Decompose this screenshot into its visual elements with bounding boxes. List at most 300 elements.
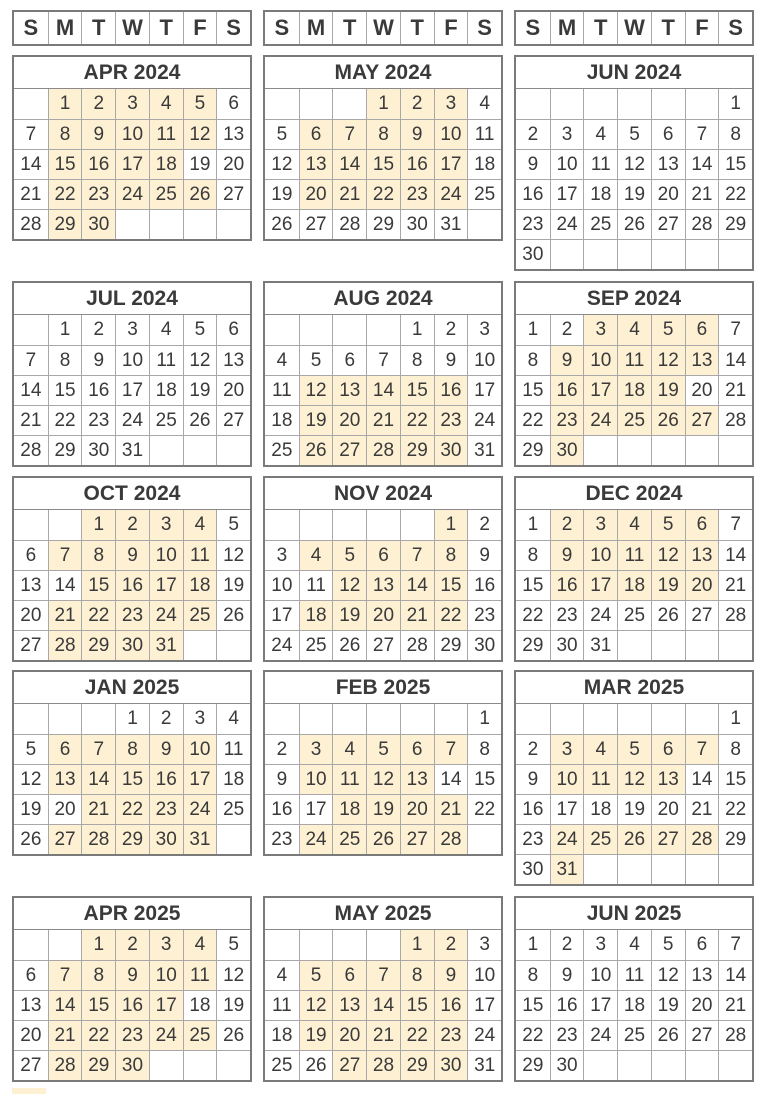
- empty-cell: [617, 854, 651, 884]
- day-cell: 3: [265, 540, 299, 570]
- empty-cell: [183, 630, 217, 660]
- empty-cell: [400, 510, 434, 540]
- day-cell: 14: [718, 960, 752, 990]
- day-cell: 2: [550, 510, 584, 540]
- day-cell: 29: [115, 824, 149, 854]
- empty-cell: [48, 930, 82, 960]
- day-cell: 15: [81, 990, 115, 1020]
- weekday-label: W: [115, 12, 149, 44]
- day-cell: 21: [718, 990, 752, 1020]
- empty-cell: [216, 1050, 250, 1080]
- empty-cell: [332, 510, 366, 540]
- day-cell: 8: [48, 119, 82, 149]
- day-cell: 19: [216, 990, 250, 1020]
- day-cell: 2: [434, 930, 468, 960]
- day-cell: 31: [467, 435, 501, 465]
- day-cell: 2: [265, 734, 299, 764]
- day-cell: 19: [183, 375, 217, 405]
- day-cell: 14: [718, 540, 752, 570]
- day-cell: 10: [299, 764, 333, 794]
- day-cell: 30: [115, 630, 149, 660]
- day-cell: 3: [115, 315, 149, 345]
- day-cell: 5: [216, 930, 250, 960]
- empty-cell: [550, 239, 584, 269]
- day-cell: 18: [149, 149, 183, 179]
- day-cell: 17: [550, 794, 584, 824]
- day-cell: 7: [14, 345, 48, 375]
- month-calendar: [12, 476, 252, 662]
- day-cell: 7: [685, 119, 719, 149]
- empty-cell: [332, 704, 366, 734]
- day-cell: 16: [467, 570, 501, 600]
- day-cell: 29: [400, 1050, 434, 1080]
- day-cell: 16: [149, 764, 183, 794]
- empty-cell: [583, 435, 617, 465]
- empty-cell: [651, 1050, 685, 1080]
- day-cell: 31: [434, 209, 468, 239]
- day-cell: 26: [183, 405, 217, 435]
- day-cell: 27: [651, 824, 685, 854]
- day-cell: 29: [516, 435, 550, 465]
- day-cell: 17: [467, 990, 501, 1020]
- day-cell: 16: [550, 990, 584, 1020]
- day-cell: 31: [115, 435, 149, 465]
- day-cell: 1: [527, 934, 539, 955]
- month-title: JAN 2025: [14, 672, 250, 704]
- empty-cell: [332, 930, 366, 960]
- legend-swatch-school-day: [12, 1088, 46, 1094]
- day-cell: 11: [583, 764, 617, 794]
- day-cell: 19: [366, 794, 400, 824]
- day-cell: 27: [685, 405, 719, 435]
- day-cell: 7: [366, 345, 400, 375]
- day-cell: 19: [14, 794, 48, 824]
- day-cell: 29: [366, 209, 400, 239]
- day-cell: 28: [718, 600, 752, 630]
- day-cell: 12: [366, 764, 400, 794]
- day-cell: 25: [183, 1020, 217, 1050]
- day-cell: 13: [48, 764, 82, 794]
- day-cell: 21: [434, 794, 468, 824]
- day-cell: 16: [115, 990, 149, 1020]
- day-cell: 14: [366, 990, 400, 1020]
- day-cell: 11: [299, 570, 333, 600]
- day-cell: 9: [434, 960, 468, 990]
- day-cell: 21: [81, 794, 115, 824]
- day-cell: 25: [149, 179, 183, 209]
- day-cell: 27: [651, 209, 685, 239]
- day-cell: 26: [216, 600, 250, 630]
- day-cell: 4: [265, 345, 299, 375]
- day-cell: 20: [332, 1020, 366, 1050]
- day-cell: 1: [718, 704, 752, 734]
- day-cell: 26: [332, 630, 366, 660]
- day-cell: 29: [81, 630, 115, 660]
- day-cell: 28: [685, 824, 719, 854]
- day-cell: 21: [400, 600, 434, 630]
- day-cell: 21: [718, 375, 752, 405]
- day-cell: 23: [516, 209, 550, 239]
- day-cell: 5: [651, 510, 685, 540]
- day-cell: 21: [685, 179, 719, 209]
- day-cell: 18: [265, 1020, 299, 1050]
- day-cell: 3: [467, 315, 501, 345]
- day-cell: 19: [332, 600, 366, 630]
- day-cell: 5: [617, 119, 651, 149]
- day-cell: 23: [115, 1020, 149, 1050]
- day-cell: 12: [14, 764, 48, 794]
- day-cell: 1: [434, 510, 468, 540]
- day-cell: 19: [617, 179, 651, 209]
- day-cell: 4: [183, 930, 217, 960]
- day-cell: 9: [265, 764, 299, 794]
- day-cell: 27: [685, 1020, 719, 1050]
- empty-cell: [685, 239, 719, 269]
- day-cell: 13: [651, 149, 685, 179]
- day-cell: 1: [400, 930, 434, 960]
- day-cell: 25: [583, 209, 617, 239]
- day-cell: 29: [48, 435, 82, 465]
- day-cell: 5: [265, 119, 299, 149]
- day-cell: 15: [366, 149, 400, 179]
- day-cell: 16: [516, 179, 550, 209]
- day-cell: 24: [115, 179, 149, 209]
- day-cell: 28: [400, 630, 434, 660]
- month-title: MAY 2025: [265, 898, 501, 930]
- day-cell: 28: [434, 824, 468, 854]
- day-cell: 22: [516, 405, 550, 435]
- day-cell: 20: [216, 149, 250, 179]
- day-cell: 30: [81, 435, 115, 465]
- day-cell: 26: [651, 405, 685, 435]
- day-cell: 21: [332, 179, 366, 209]
- empty-cell: [550, 89, 584, 119]
- day-cell: 29: [400, 435, 434, 465]
- day-cell: 6: [332, 345, 366, 375]
- day-cell: 26: [216, 1020, 250, 1050]
- weekday-label: M: [299, 12, 333, 44]
- day-cell: 17: [149, 990, 183, 1020]
- day-cell: 5: [651, 930, 685, 960]
- day-cell: 15: [516, 990, 550, 1020]
- day-cell: 12: [299, 375, 333, 405]
- day-cell: 10: [149, 540, 183, 570]
- empty-cell: [400, 704, 434, 734]
- day-cell: 11: [183, 960, 217, 990]
- day-cell: 10: [550, 764, 584, 794]
- day-cell: 11: [332, 764, 366, 794]
- day-cell: 8: [400, 345, 434, 375]
- day-cell: 5: [617, 734, 651, 764]
- day-cell: 13: [685, 960, 719, 990]
- day-cell: 2: [81, 89, 115, 119]
- day-cell: 27: [14, 1050, 48, 1080]
- empty-cell: [14, 89, 48, 119]
- day-cell: 30: [550, 435, 584, 465]
- day-cell: 27: [685, 600, 719, 630]
- day-cell: 30: [434, 435, 468, 465]
- empty-cell: [617, 704, 651, 734]
- day-cell: 4: [299, 540, 333, 570]
- weekday-header: [263, 10, 503, 46]
- month-title: APR 2025: [14, 898, 250, 930]
- empty-cell: [332, 315, 366, 345]
- day-cell: 6: [216, 89, 250, 119]
- day-cell: 12: [216, 960, 250, 990]
- month-title: AUG 2024: [265, 283, 501, 315]
- empty-cell: [583, 239, 617, 269]
- day-cell: 13: [216, 345, 250, 375]
- day-cell: 2: [550, 315, 584, 345]
- day-cell: 18: [265, 405, 299, 435]
- day-cell: 24: [265, 630, 299, 660]
- weekday-label: T: [149, 12, 183, 44]
- day-cell: 16: [516, 794, 550, 824]
- day-cell: 28: [718, 1020, 752, 1050]
- day-cell: 20: [299, 179, 333, 209]
- day-cell: 12: [265, 149, 299, 179]
- empty-cell: [183, 209, 217, 239]
- day-cell: 10: [434, 119, 468, 149]
- day-cell: 9: [550, 960, 584, 990]
- day-cell: 8: [81, 540, 115, 570]
- day-cell: 18: [467, 149, 501, 179]
- day-cell: 7: [718, 315, 752, 345]
- day-cell: 16: [115, 570, 149, 600]
- weekday-label: S: [216, 12, 250, 44]
- day-cell: 1: [81, 510, 115, 540]
- weekday-label: M: [550, 12, 584, 44]
- day-cell: 14: [434, 764, 468, 794]
- day-cell: 19: [617, 794, 651, 824]
- day-cell: 15: [516, 570, 550, 600]
- month-calendar: [263, 55, 503, 241]
- day-cell: 21: [366, 405, 400, 435]
- day-cell: 26: [299, 435, 333, 465]
- day-cell: 18: [617, 990, 651, 1020]
- day-cell: 4: [149, 315, 183, 345]
- weekday-label: M: [48, 12, 82, 44]
- empty-cell: [265, 704, 299, 734]
- day-cell: 22: [81, 1020, 115, 1050]
- day-cell: 9: [550, 540, 584, 570]
- weekday-label: T: [583, 12, 617, 44]
- day-cell: 24: [583, 1020, 617, 1050]
- empty-cell: [550, 704, 584, 734]
- empty-cell: [651, 630, 685, 660]
- day-cell: 17: [434, 149, 468, 179]
- day-cell: 26: [14, 824, 48, 854]
- empty-cell: [718, 239, 752, 269]
- day-cell: 20: [216, 375, 250, 405]
- day-cell: 27: [216, 179, 250, 209]
- day-cell: 2: [550, 930, 584, 960]
- day-cell: 12: [299, 990, 333, 1020]
- weekday-label: F: [183, 12, 217, 44]
- month-title: OCT 2024: [14, 478, 250, 510]
- empty-cell: [81, 704, 115, 734]
- day-cell: 4: [467, 89, 501, 119]
- empty-cell: [299, 704, 333, 734]
- day-cell: 25: [265, 435, 299, 465]
- day-cell: 19: [651, 990, 685, 1020]
- weekday-label: S: [718, 12, 752, 44]
- day-cell: 5: [183, 89, 217, 119]
- day-cell: 23: [550, 405, 584, 435]
- month-calendar: [263, 281, 503, 467]
- empty-cell: [332, 89, 366, 119]
- day-cell: 17: [299, 794, 333, 824]
- day-cell: 12: [617, 764, 651, 794]
- day-cell: 17: [115, 149, 149, 179]
- day-cell: 29: [516, 630, 550, 660]
- day-cell: 3: [550, 734, 584, 764]
- day-cell: 23: [265, 824, 299, 854]
- month-calendar: [12, 55, 252, 241]
- month-calendar: [263, 476, 503, 662]
- day-cell: 5: [183, 315, 217, 345]
- day-cell: 3: [299, 734, 333, 764]
- day-cell: 19: [651, 570, 685, 600]
- day-cell: 13: [332, 990, 366, 1020]
- day-cell: 22: [516, 600, 550, 630]
- day-cell: 28: [332, 209, 366, 239]
- day-cell: 13: [685, 540, 719, 570]
- day-cell: 14: [718, 345, 752, 375]
- weekday-label: W: [617, 12, 651, 44]
- empty-cell: [366, 930, 400, 960]
- day-cell: 7: [400, 540, 434, 570]
- day-cell: 11: [617, 540, 651, 570]
- day-cell: 27: [48, 824, 82, 854]
- day-cell: 8: [48, 345, 82, 375]
- day-cell: 29: [434, 630, 468, 660]
- month-calendar: [263, 670, 503, 856]
- day-cell: 6: [685, 510, 719, 540]
- empty-cell: [718, 854, 752, 884]
- day-cell: 7: [332, 119, 366, 149]
- day-cell: 7: [48, 960, 82, 990]
- day-cell: 19: [651, 375, 685, 405]
- day-cell: 3: [149, 510, 183, 540]
- day-cell: 12: [617, 149, 651, 179]
- weekday-label: T: [400, 12, 434, 44]
- day-cell: 20: [332, 405, 366, 435]
- month-title: SEP 2024: [516, 283, 752, 315]
- day-cell: 2: [434, 315, 468, 345]
- day-cell: 15: [516, 375, 550, 405]
- day-cell: 15: [400, 375, 434, 405]
- day-cell: 6: [651, 734, 685, 764]
- day-cell: 30: [516, 854, 550, 884]
- day-cell: 22: [400, 405, 434, 435]
- day-cell: 14: [14, 149, 48, 179]
- day-cell: 16: [550, 375, 584, 405]
- day-cell: 8: [718, 734, 752, 764]
- day-cell: 31: [183, 824, 217, 854]
- day-cell: 13: [14, 990, 48, 1020]
- day-cell: 28: [366, 1050, 400, 1080]
- day-cell: 4: [617, 930, 651, 960]
- day-cell: 27: [14, 630, 48, 660]
- day-cell: 4: [265, 960, 299, 990]
- empty-cell: [366, 704, 400, 734]
- empty-cell: [583, 704, 617, 734]
- day-cell: 7: [366, 960, 400, 990]
- day-cell: 20: [651, 794, 685, 824]
- empty-cell: [583, 854, 617, 884]
- day-cell: 26: [617, 209, 651, 239]
- day-cell: 12: [651, 960, 685, 990]
- day-cell: 10: [467, 345, 501, 375]
- day-cell: 10: [115, 119, 149, 149]
- day-cell: 25: [332, 824, 366, 854]
- empty-cell: [651, 854, 685, 884]
- day-cell: 18: [183, 990, 217, 1020]
- day-cell: 1: [718, 89, 752, 119]
- day-cell: 24: [183, 794, 217, 824]
- weekday-label: F: [685, 12, 719, 44]
- empty-cell: [216, 630, 250, 660]
- day-cell: 12: [216, 540, 250, 570]
- day-cell: 25: [183, 600, 217, 630]
- day-cell: 8: [81, 960, 115, 990]
- day-cell: 23: [434, 405, 468, 435]
- day-cell: 18: [183, 570, 217, 600]
- empty-cell: [299, 315, 333, 345]
- day-cell: 19: [216, 570, 250, 600]
- day-cell: 16: [550, 570, 584, 600]
- day-cell: 13: [400, 764, 434, 794]
- month-title: JUN 2025: [516, 898, 752, 930]
- day-cell: 26: [265, 209, 299, 239]
- day-cell: 8: [366, 119, 400, 149]
- day-cell: 5: [332, 540, 366, 570]
- weekday-label: W: [366, 12, 400, 44]
- empty-cell: [149, 435, 183, 465]
- day-cell: 22: [366, 179, 400, 209]
- day-cell: 1: [366, 89, 400, 119]
- empty-cell: [183, 435, 217, 465]
- day-cell: 16: [400, 149, 434, 179]
- day-cell: 31: [467, 1050, 501, 1080]
- day-cell: 26: [651, 600, 685, 630]
- day-cell: 15: [718, 149, 752, 179]
- month-calendar: [263, 896, 503, 1082]
- day-cell: 30: [550, 1050, 584, 1080]
- day-cell: 23: [81, 179, 115, 209]
- day-cell: 17: [550, 179, 584, 209]
- day-cell: 5: [299, 345, 333, 375]
- weekday-label: F: [434, 12, 468, 44]
- day-cell: 23: [467, 600, 501, 630]
- day-cell: 22: [115, 794, 149, 824]
- day-cell: 5: [216, 510, 250, 540]
- day-cell: 7: [14, 119, 48, 149]
- empty-cell: [48, 510, 82, 540]
- day-cell: 2: [81, 315, 115, 345]
- day-cell: 11: [467, 119, 501, 149]
- day-cell: 30: [467, 630, 501, 660]
- day-cell: 16: [81, 149, 115, 179]
- day-cell: 26: [651, 1020, 685, 1050]
- day-cell: 28: [14, 435, 48, 465]
- empty-cell: [48, 704, 82, 734]
- empty-cell: [14, 510, 48, 540]
- month-title: MAR 2025: [516, 672, 752, 704]
- empty-cell: [583, 1050, 617, 1080]
- empty-cell: [685, 435, 719, 465]
